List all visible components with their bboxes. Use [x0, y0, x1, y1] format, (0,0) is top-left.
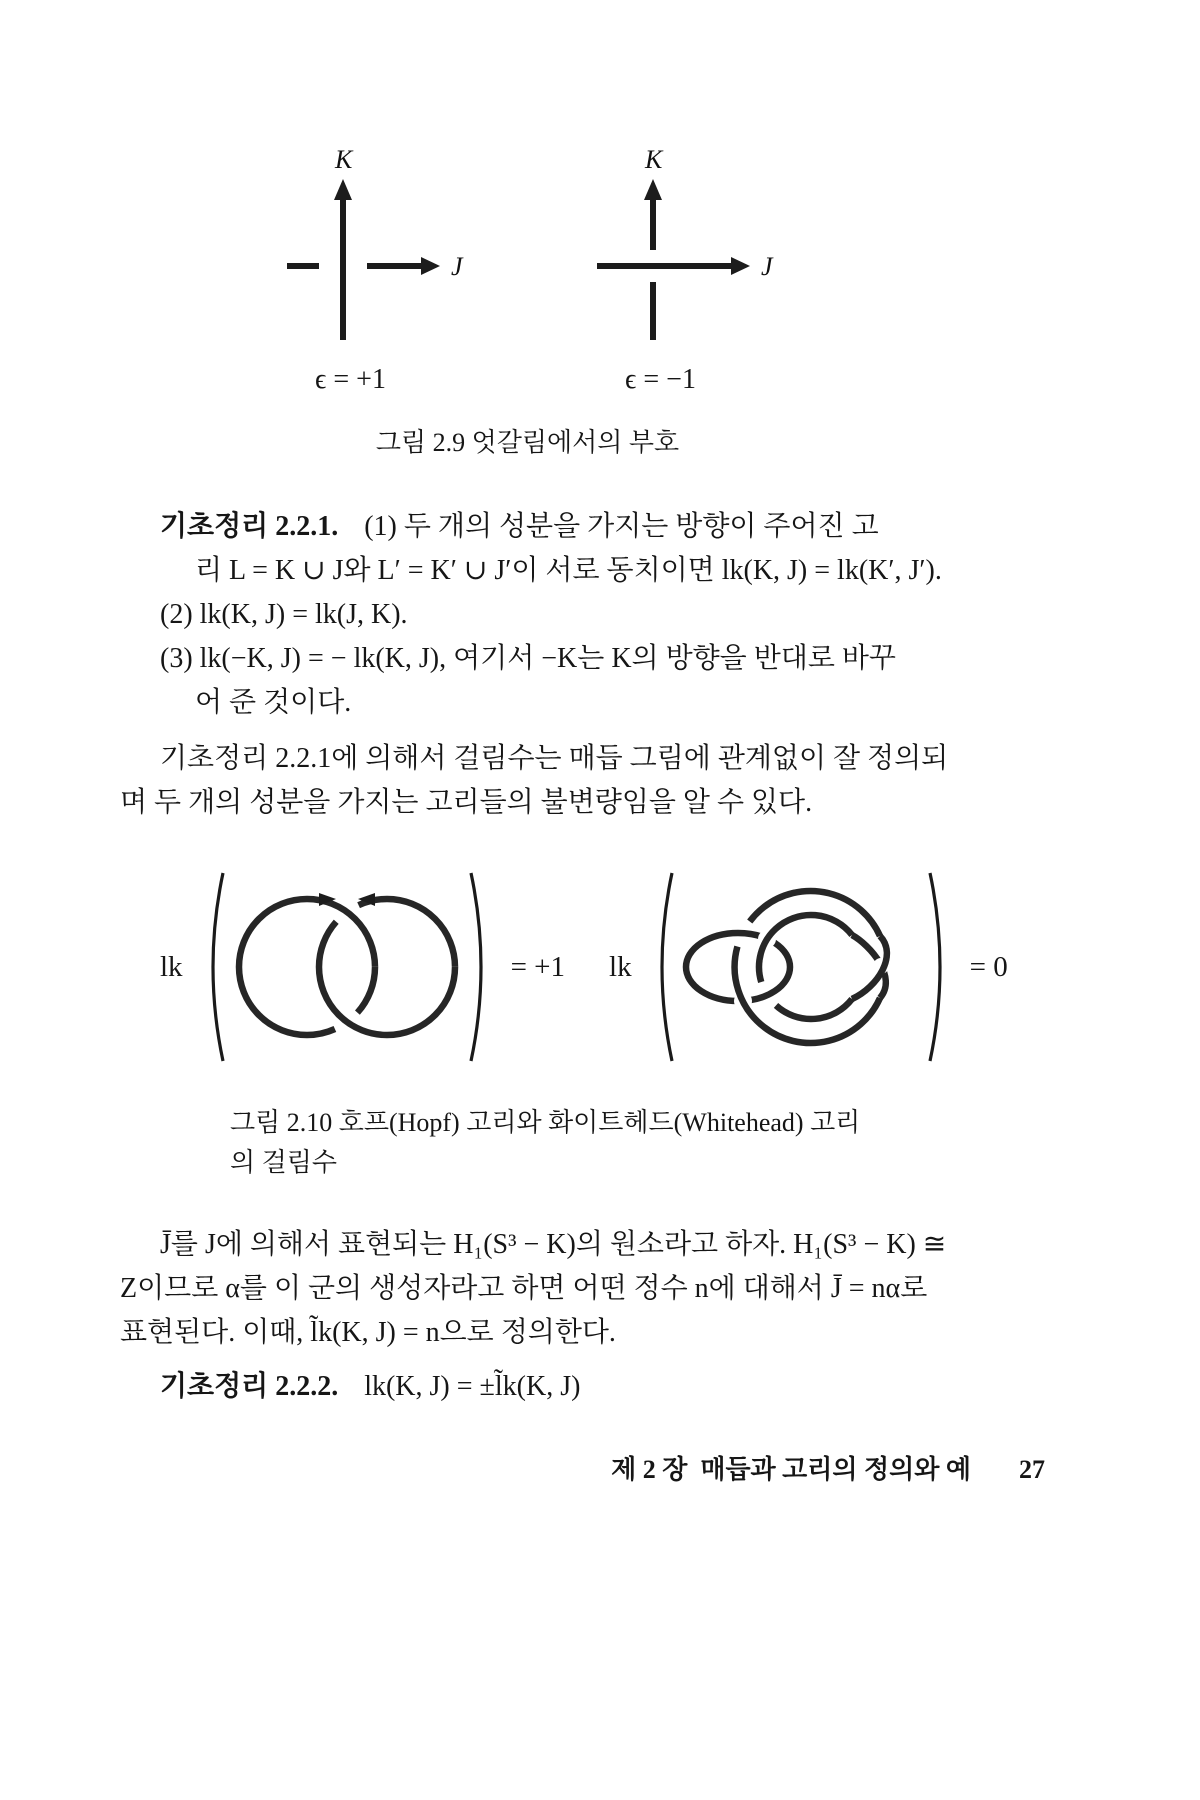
paragraph-2-line: 표현된다. 이때, l̃k(K, J) = n으로 정의한다. — [120, 1317, 616, 1348]
theorem-2-2-2-label: 기초정리 2.2.2. — [160, 1371, 339, 1402]
arrow-up-icon — [334, 179, 352, 200]
j-strand-label: J — [450, 252, 463, 281]
k-strand-label: K — [334, 148, 352, 174]
paragraph-1-line: 기초정리 2.2.1에 의해서 걸림수는 매듭 그림에 관계없이 잘 정의되 — [160, 743, 949, 774]
figure-2-10-caption-line: 그림 2.10 호프(Hopf) 고리와 화이트헤드(Whitehead) 고리 — [230, 1108, 861, 1137]
whitehead-linking-number: = 0 — [969, 950, 1008, 983]
figure-2-9-caption: 그림 2.9 엇갈림에서의 부호 — [375, 428, 680, 457]
left-paren-icon — [662, 873, 672, 1061]
sign-negative-label: ϵ = −1 — [625, 364, 696, 395]
right-paren-icon — [471, 873, 481, 1061]
arrow-right-icon — [421, 257, 440, 275]
theorem-2-2-1-label: 기초정리 2.2.1. — [160, 511, 339, 542]
page-footer — [120, 1449, 1045, 1486]
j-strand-under — [287, 257, 440, 275]
page-number: 27 — [1019, 1455, 1045, 1484]
theorem-2-2-1-line: 어 준 것이다. — [195, 687, 352, 718]
paragraph-2 — [120, 1223, 1045, 1355]
theorem-2-2-2 — [120, 1365, 1045, 1409]
crossing-positive-diagram — [273, 148, 473, 360]
arrow-right-icon — [731, 257, 750, 275]
crossing-positive — [273, 148, 473, 396]
right-paren-icon — [930, 873, 940, 1061]
lk-label: lk — [609, 950, 632, 983]
crossing-negative — [583, 148, 783, 396]
whitehead-link — [686, 891, 889, 1043]
theorem-2-2-1-line: (3) lk(−K, J) = − lk(K, J), 여기서 −K는 K의 방향을 반대로 바꾸 — [160, 643, 896, 674]
lk-label: lk — [160, 950, 183, 983]
theorem-2-2-1 — [120, 505, 1045, 725]
sign-positive-label: ϵ = +1 — [315, 364, 386, 395]
figure-2-10-caption-line: 의 걸림수 — [230, 1148, 337, 1177]
hopf-link — [239, 893, 455, 1035]
theorem-2-2-1-line: 리 L = K ∪ J와 L′ = K′ ∪ J′이 서로 동치이면 lk(K, J) = lk(K′, J′). — [195, 555, 942, 586]
k-strand-over — [334, 179, 352, 340]
arrow-up-icon — [644, 179, 662, 200]
hopf-link-diagram — [197, 861, 497, 1073]
whitehead-link-diagram — [646, 861, 956, 1073]
theorem-2-2-1-line: (2) lk(K, J) = lk(J, K). — [160, 599, 408, 630]
figure-2-10-caption — [120, 1103, 1045, 1183]
theorem-2-2-1-line — [120, 505, 1045, 549]
theorem-2-2-2-formula: lk(K, J) = ±l̃k(K, J) — [364, 1371, 581, 1402]
k-strand-under — [644, 179, 662, 340]
theorem-2-2-1-item1: (1) 두 개의 성분을 가지는 방향이 주어진 고 — [364, 511, 879, 542]
chapter-title: 제 2 장 매듭과 고리의 정의와 예 — [611, 1455, 971, 1484]
figure-2-9 — [120, 148, 935, 396]
paragraph-2-line: Z이므로 α를 이 군의 생성자라고 하면 어떤 정수 n에 대해서 J̄ = nα로 — [120, 1273, 928, 1304]
paragraph-2-line: J̄를 J에 의해서 표현되는 H₁(S³ − K)의 원소라고 하자. H₁(S³ − K) ≅ — [160, 1229, 947, 1260]
left-paren-icon — [213, 873, 223, 1061]
k-strand-label: K — [644, 148, 662, 174]
crossing-negative-diagram — [583, 148, 783, 360]
paragraph-1 — [120, 737, 1045, 825]
j-strand-over — [597, 257, 750, 275]
figure-2-10 — [120, 861, 1045, 1073]
paragraph-1-line: 며 두 개의 성분을 가지는 고리들의 불변량임을 알 수 있다. — [120, 787, 813, 818]
j-strand-label: J — [760, 252, 773, 281]
hopf-linking-number: = +1 — [510, 950, 566, 983]
